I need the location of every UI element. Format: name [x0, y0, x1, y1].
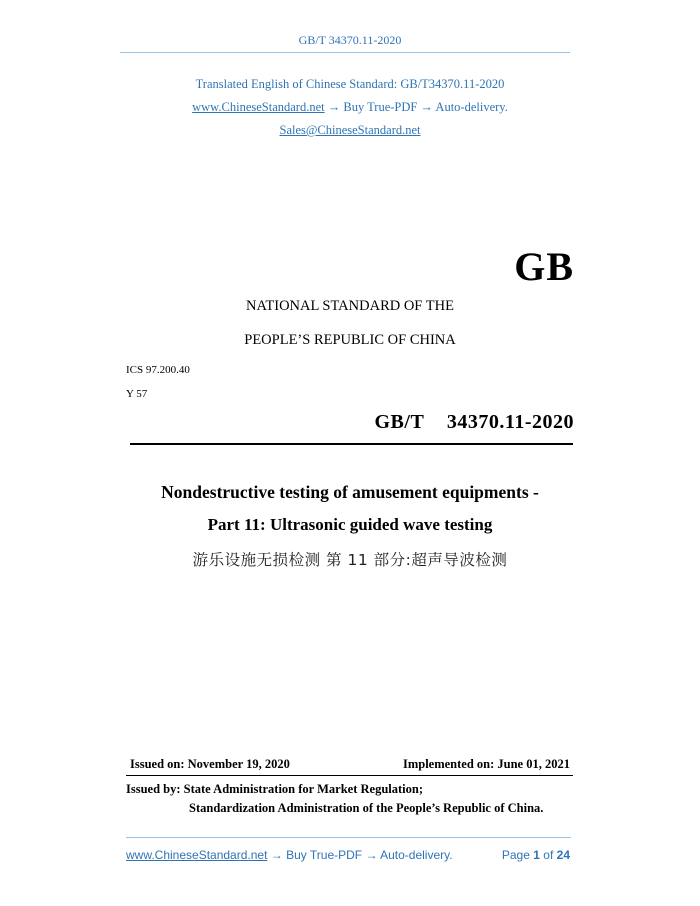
title-line2: Part 11: Ultrasonic guided wave testing	[207, 515, 493, 534]
promo-text: → Buy True-PDF → Auto-delivery.	[324, 100, 508, 114]
footer-divider	[126, 837, 571, 838]
chinese-title: 游乐设施无损检测 第 11 部分:超声导波检测	[192, 551, 508, 569]
page-label: Page	[501, 848, 530, 862]
title-line1: Nondestructive testing of amusement equipments -	[161, 482, 539, 502]
gb-mark: GB	[514, 244, 574, 289]
promo-line	[0, 100, 700, 115]
classification-code: Y 57	[126, 388, 148, 400]
footer-promo-text: → Buy True-PDF → Auto-delivery.	[267, 848, 453, 862]
issued-by-line2: Standardization Administration of the People’s Republic of China.	[189, 801, 544, 815]
website-link[interactable]: www.ChineseStandard.net	[192, 100, 325, 114]
implemented-on: Implemented on: June 01, 2021	[402, 757, 570, 771]
page-indicator	[502, 848, 570, 862]
of-label: of	[543, 848, 554, 862]
translation-notice: Translated English of Chinese Standard: GB/T34370.11-2020	[195, 77, 505, 91]
email-line	[0, 123, 700, 138]
page-number: 1	[533, 848, 540, 862]
issued-by-line1: Issued by: State Administration for Market Regulation;	[126, 782, 423, 796]
code-divider	[130, 443, 573, 445]
national-standard-line1: NATIONAL STANDARD OF THE	[246, 298, 454, 314]
ics-code: ICS 97.200.40	[126, 364, 190, 376]
footer-website-link[interactable]: www.ChineseStandard.net	[126, 848, 268, 862]
header-divider	[120, 52, 570, 53]
standard-code: GB/T 34370.11-2020	[374, 411, 574, 433]
email-link[interactable]: Sales@ChineseStandard.net	[279, 123, 421, 137]
issued-on: Issued on: November 19, 2020	[130, 757, 290, 771]
footer-promo	[126, 848, 453, 862]
national-standard-line2: PEOPLE’S REPUBLIC OF CHINA	[244, 332, 456, 348]
dates-divider	[126, 775, 573, 776]
running-header: GB/T 34370.11-2020	[298, 33, 402, 47]
page-total: 24	[556, 848, 570, 862]
